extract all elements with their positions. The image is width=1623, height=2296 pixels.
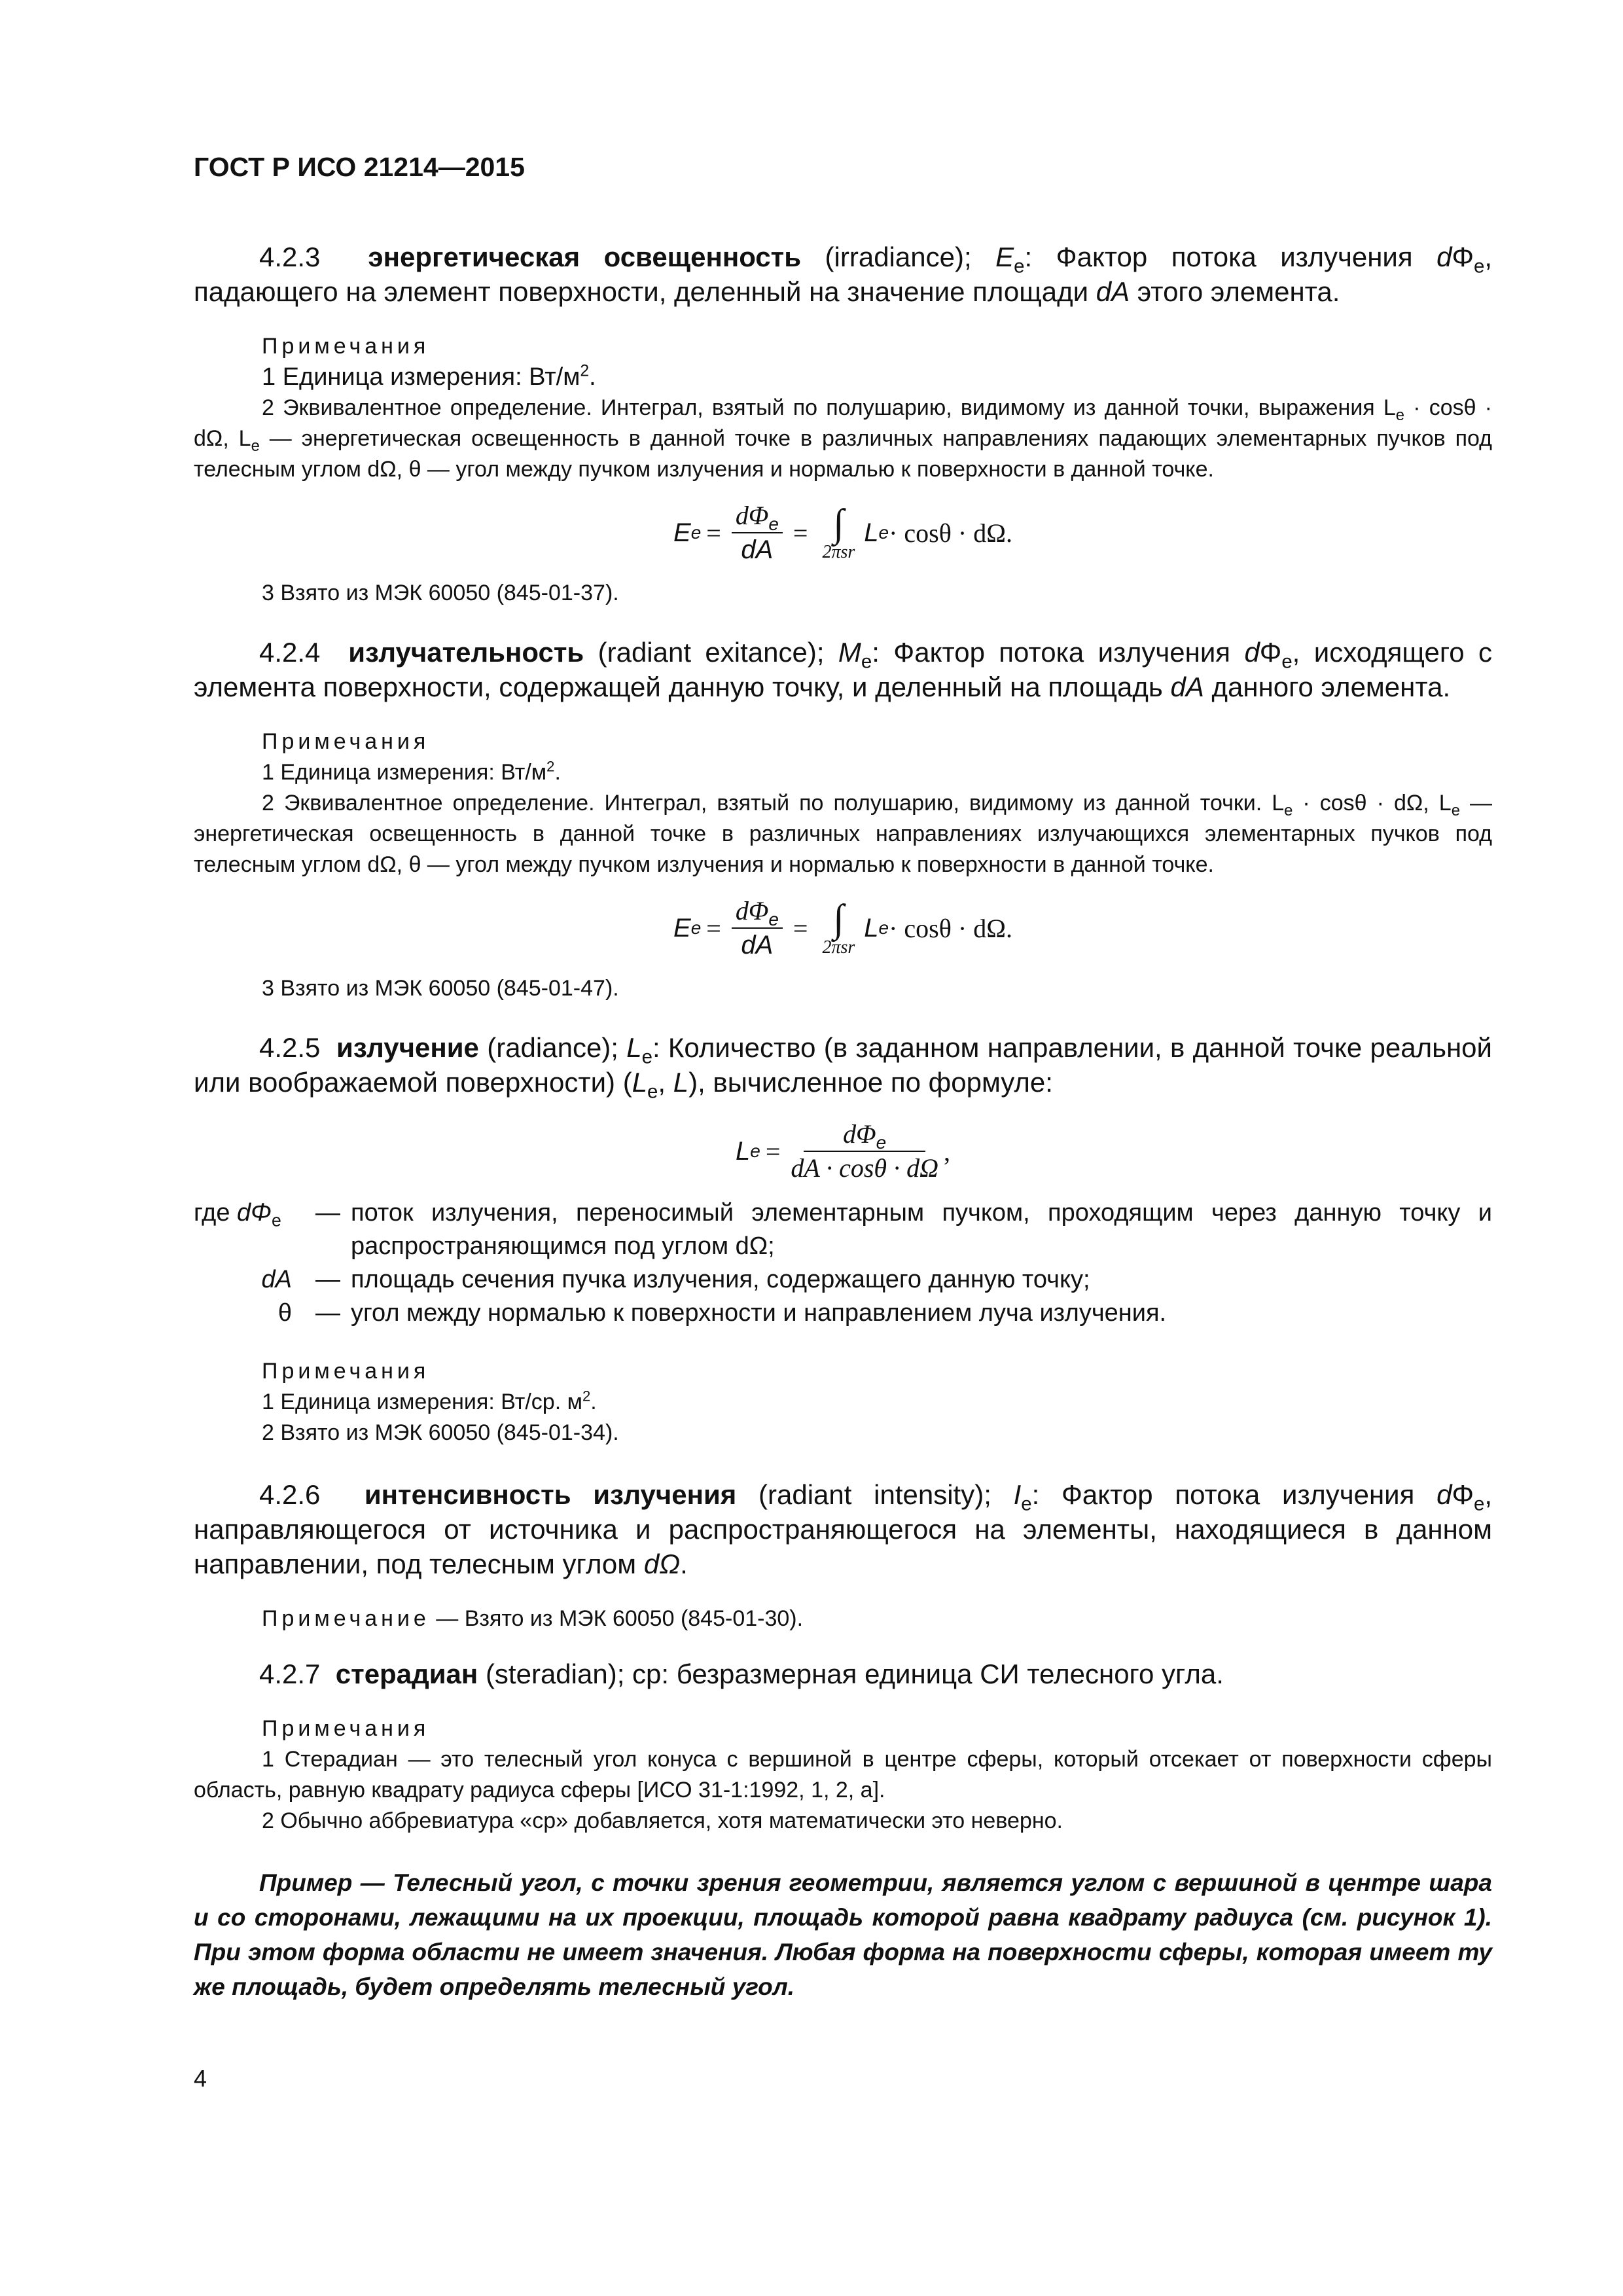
text: dΦ [843,1119,876,1149]
clause-number: 4.2.4 [259,637,321,668]
subscript: e [1451,801,1460,819]
text: , направляющегося от источника и распространяющегося на элементы, находящиеся в данном направлении, под телесным углом [194,1479,1492,1579]
text: , исходящего с элемента поверхности, содержащей данную точку, и деленный на площадь [194,637,1492,702]
text: (radiance); [478,1032,627,1063]
subscript: e [861,651,872,673]
text: . [590,1390,597,1414]
term: энергетическая освещенность [368,242,802,272]
clause-4-2-5 [194,1030,1493,1103]
denominator: dA [741,931,774,960]
text: · cosθ · dΩ. [889,518,1012,548]
text: (irradiance); [801,242,996,272]
subscript: e [1281,651,1293,673]
text: : Фактор потока излучения [872,637,1245,668]
symbol: L [864,913,879,942]
where-definition: поток излучения, переносимый элементарным пучком, проходящим через данную точку и распространяющимся под углом dΩ; [351,1199,1492,1260]
symbol: Φ [1452,242,1474,272]
text: : Фактор потока излучения [1031,1479,1437,1510]
superscript: 2 [580,362,590,380]
numerator [804,1119,925,1152]
subscript: e [647,1081,658,1103]
symbol: Φ [1452,1479,1474,1510]
symbol: dΩ [643,1549,681,1579]
text: · cosθ · dΩ, L [1293,791,1452,816]
subscript: e [768,514,779,534]
note-label: Примечание [262,1606,430,1631]
subscript: e [1473,255,1485,278]
clause-number: 4.2.3 [259,242,321,272]
subscript: e [271,1210,281,1230]
subscript: e [1395,406,1405,424]
subscript: e [1473,1493,1485,1515]
note-1: 1 Стерадиан — это телесный угол конуса с вершиной в центре сферы, который отсекает от поверхности сферы область, равную квадрату радиуса сферы [ИСО 31-1:1992, 1, 2, а]. [194,1747,1492,1803]
formula-irradiance: E e = $\frac{d\Phi_e}{dA}$ = ∫ 2πsr L e · cosθ · dΩ. [673,501,1012,564]
text: , [944,1136,950,1166]
text: . [589,363,596,391]
where-symbol: θ [277,1299,292,1327]
text: 2 Эквивалентное определение. Интеграл, взятый по полушарию, видимому из данной точки. L [262,791,1285,816]
clause-4-2-3 [194,240,1492,309]
formula-exitance: E e = $\frac{d\Phi_e}{dA}$ = ∫ 2πsr L e · cosθ · dΩ. [673,896,1012,960]
fraction [732,501,783,565]
text: dΦ [735,501,769,530]
notes-label: Примечания [262,1359,430,1384]
note-2 [194,393,1492,485]
equals-sign: = [706,518,721,548]
text: этого элемента. [1130,276,1340,307]
equals-sign: = [765,1136,781,1166]
text: . [554,760,561,785]
where-definition: угол между нормалью к поверхности и направлением луча излучения. [351,1299,1167,1327]
text: где [194,1199,230,1227]
denominator: dA [741,535,774,564]
superscript: 2 [582,1388,591,1405]
equals-sign: = [706,913,721,943]
text: : Фактор потока излучения [1024,242,1437,272]
note-2: 2 Взято из МЭК 60050 (845-01-34). [262,1420,619,1445]
text: , [658,1067,673,1098]
subscript: e [641,1046,652,1068]
notes-label: Примечания [262,729,430,754]
text: — энергетическая освещенность в данной точке в различных направлениях излучающихся элементарных пучков под телесным углом dΩ, θ — угол между пучком излучения и нормалью к поверхности в данной точке. [194,791,1492,877]
symbol: L [626,1032,642,1063]
clause-4-2-7 [194,1657,1492,1691]
text: ), вычисленное по формуле: [688,1067,1053,1098]
subscript: e [768,909,779,929]
dash: — [315,1199,340,1227]
symbol: L [632,1067,648,1098]
symbol: Φ [1259,637,1282,668]
where-definition: площадь сечения пучка излучения, содержащего данную точку; [351,1266,1090,1293]
symbol: L [864,518,879,547]
note-1 [194,757,1492,788]
note-2: 2 Обычно аббревиатура «ср» добавляется, хотя математически это неверно. [262,1808,1063,1833]
integral [822,503,855,562]
numerator [732,501,783,533]
term: стерадиан [335,1659,478,1689]
integral [822,899,855,958]
note-single [262,1604,1492,1634]
text: , падающего на элемент поверхности, деленный на значение площади [194,242,1493,307]
where-symbol: dA [261,1266,292,1293]
fraction [732,896,783,960]
text: (radiant intensity); [736,1479,1014,1510]
symbol: dΦ [237,1199,272,1227]
symbol: M [838,637,861,668]
subscript: e [1021,1493,1032,1515]
symbol: d [1244,637,1260,668]
denominator: dA · cosθ · dΩ [791,1153,938,1183]
text: — Взято из МЭК 60050 (845-01-30). [429,1606,804,1631]
symbol: L [673,1067,689,1098]
subscript: e [1284,801,1293,819]
formula-radiance: L e = $\frac{d\Phi_e}{dA \cdot \cos\theta \cdot d\Omega}$ , [736,1119,950,1183]
subscript: e [1014,255,1025,278]
term: излучение [336,1032,479,1063]
text: (steradian); ср: безразмерная единица СИ телесного угла. [478,1659,1224,1689]
symbol: E [995,242,1014,272]
symbol: E [673,913,691,942]
text: данного элемента. [1204,672,1451,702]
symbol: d [1436,242,1452,272]
document-header: ГОСТ Р ИСО 21214—2015 [194,152,525,182]
text: (radiant exitance); [584,637,838,668]
subscript: e [251,437,260,455]
fraction [791,1119,938,1183]
text: : Количество (в заданном направлении, в данной точке реальной или воображаемой поверхности) ( [194,1032,1493,1098]
superscript: 2 [546,758,555,775]
subscript: e [876,1132,887,1153]
note-2 [194,788,1492,880]
symbol: L [736,1136,751,1166]
equals-sign: = [793,913,808,943]
clause-number: 4.2.5 [259,1032,321,1063]
text: dΦ [735,896,769,925]
integral-sign: ∫ [833,501,844,545]
note-3: 3 Взято из МЭК 60050 (845-01-47). [262,976,619,1001]
term: излучательность [348,637,584,668]
where-symbol [194,1196,305,1263]
symbol: dA [1096,276,1130,307]
symbol: I [1013,1479,1022,1510]
symbol: dA [1170,672,1204,702]
note-3: 3 Взято из МЭК 60050 (845-01-37). [262,581,619,605]
dash: — [315,1266,340,1293]
symbol: d [1436,1479,1452,1510]
clause-number: 4.2.7 [259,1659,321,1689]
text: 1 Единица измерения: Вт/м [262,363,580,391]
numerator [732,896,783,929]
text: · cosθ · dΩ. [889,913,1012,943]
equals-sign: = [793,518,808,548]
clause-number: 4.2.6 [259,1479,321,1510]
where-list [194,1196,1492,1330]
integral-limit: 2πsr [822,542,855,562]
example-paragraph: Пример — Телесный угол, с точки зрения геометрии, является углом с вершиной в центре шара и со сторонами, лежащими на их проекции, площадь которой равна квадрату радиуса (см. рисунок 1). При этом форма области не имеет значения. Любая форма на поверхности сферы, которая имеет ту же площадь, будет определять телесный угол. [194,1869,1492,2000]
note-1 [194,1387,1492,1418]
symbol: E [673,518,691,547]
clause-4-2-6 [194,1477,1492,1581]
text: — энергетическая освещенность в данной точке в различных направлениях падающих элементарных пучков под телесным углом dΩ, θ — угол между пучком излучения и нормалью к поверхности в данной точке. [194,426,1493,482]
text: 1 Единица измерения: Вт/м [262,760,547,785]
integral-sign: ∫ [833,897,844,940]
note-1 [194,362,1492,393]
notes-label: Примечания [262,1716,430,1741]
text: 2 Эквивалентное определение. Интеграл, взятый по полушарию, видимому из данной точки, выражения L [262,395,1396,420]
notes-label: Примечания [262,334,430,359]
clause-4-2-4 [194,635,1492,704]
text: · cosθ · dΩ, L [194,395,1492,451]
term: интенсивность излучения [364,1479,737,1510]
page-number: 4 [194,2065,207,2092]
text: . [680,1549,688,1579]
text: 1 Единица измерения: Вт/ср. м [262,1390,582,1414]
integral-limit: 2πsr [822,937,855,958]
dash: — [315,1299,340,1327]
